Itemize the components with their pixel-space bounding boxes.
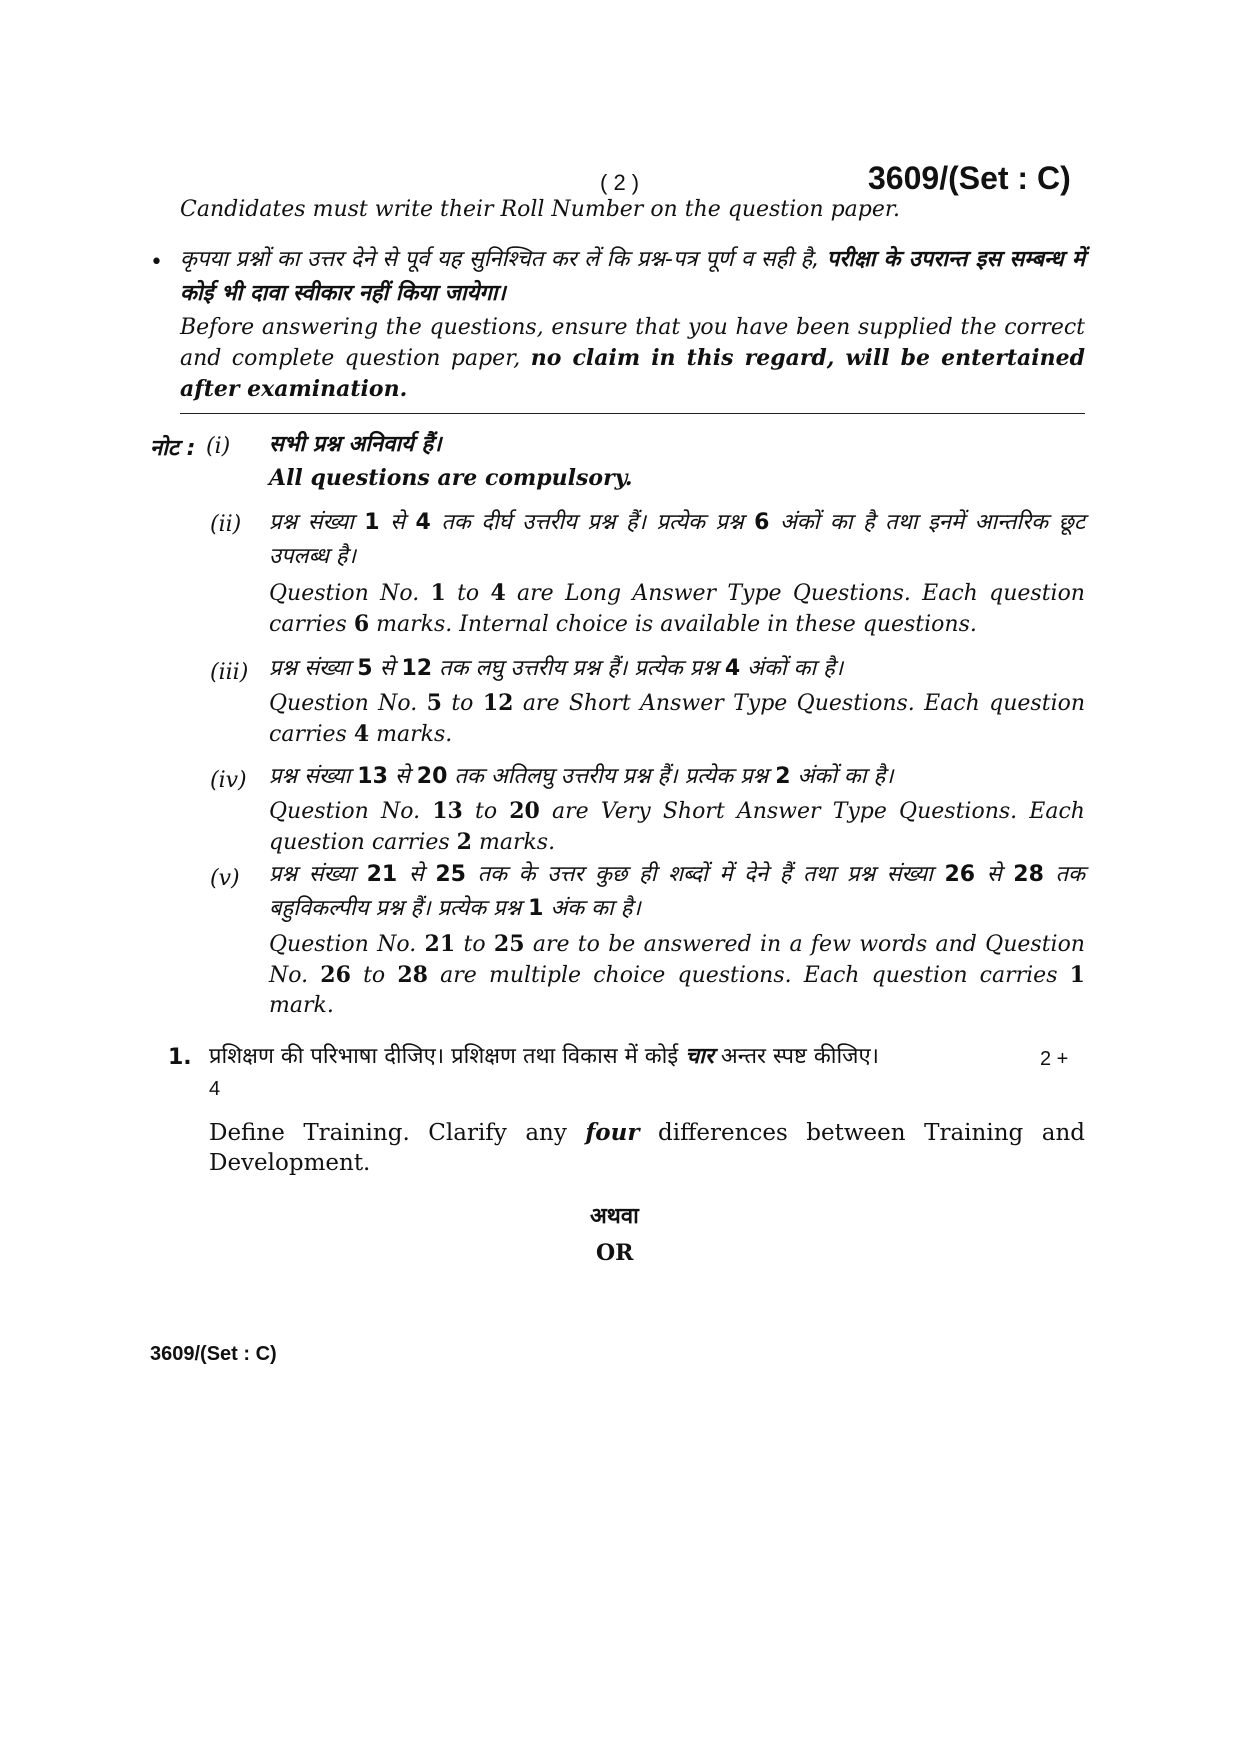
text-fragment: 20: [509, 798, 540, 824]
text-fragment: to: [475, 799, 498, 824]
note-v-hindi: [269, 858, 1085, 926]
text-fragment: प्रश्न संख्या: [269, 862, 355, 887]
page-number: ( 2 ): [600, 170, 640, 195]
text-fragment: 20: [416, 764, 448, 789]
question-1-hindi: [209, 1040, 1029, 1074]
text-fragment: Question No.: [269, 932, 417, 957]
text-fragment: प्रश्न संख्या: [269, 764, 351, 789]
text-fragment: 6: [353, 611, 370, 637]
text-fragment: marks.: [478, 830, 556, 855]
paper-check-hindi-bold: परीक्षा के उपरान्त इस सम्बन्ध में कोई भी दावा स्वीकार नहीं किया जायेगा।: [180, 247, 1085, 306]
text-fragment: 26: [944, 862, 976, 887]
paper-check-instruction-english: [180, 313, 1085, 405]
note-iv-hindi: [269, 760, 1085, 794]
text-fragment: to: [457, 581, 480, 606]
text-fragment: अन्तर स्पष्ट कीजिए।: [720, 1044, 879, 1069]
text-fragment: Question No.: [269, 581, 420, 606]
note-iii-hindi: [269, 652, 1085, 686]
text-fragment: तक लघु उत्तरीय प्रश्न हैं। प्रत्येक प्रश्न: [439, 656, 718, 681]
text-fragment: 12: [401, 656, 433, 681]
text-fragment: 1: [364, 510, 380, 535]
text-fragment: differences between Training and Development.: [209, 1120, 1086, 1176]
question-number: 1.: [168, 1045, 192, 1070]
text-fragment: 13: [357, 764, 388, 789]
text-fragment: are Long Answer Type Questions. Each question carries: [269, 581, 1085, 637]
text-fragment: 25: [493, 931, 525, 957]
note-i-english: All questions are compulsory.: [269, 465, 633, 491]
paper-code-footer: 3609/(Set : C): [150, 1343, 277, 1365]
text-fragment: से: [986, 862, 1002, 887]
paper-check-hindi-text: कृपया प्रश्नों का उत्तर देने से पूर्व यह सुनिश्चित कर लें कि प्रश्न-पत्र पूर्ण व सही है,: [180, 247, 820, 272]
text-fragment: 6: [754, 510, 770, 535]
paper-check-english-text: Before answering the questions, ensure that you have been supplied the correct and complete question paper,: [180, 315, 1085, 371]
text-fragment: 1: [1069, 962, 1085, 988]
note-i-hindi: सभी प्रश्न अनिवार्य हैं।: [269, 432, 442, 457]
text-fragment: are Very Short Answer Type Questions. Each question carries: [269, 799, 1085, 855]
text-fragment: तक अतिलघु उत्तरीय प्रश्न हैं। प्रत्येक प्रश्न: [454, 764, 769, 789]
text-fragment: four: [585, 1119, 640, 1146]
note-number: (v): [210, 866, 240, 891]
question-1-english: [209, 1118, 1085, 1178]
text-fragment: are multiple choice questions. Each question carries: [440, 963, 1058, 988]
text-fragment: to: [463, 932, 486, 957]
text-fragment: Question No.: [269, 799, 421, 824]
text-fragment: 5: [426, 690, 442, 716]
or-separator-english: OR: [596, 1240, 634, 1266]
text-fragment: 21: [366, 862, 398, 887]
note-label: नोट :: [150, 436, 196, 461]
text-fragment: are to be answered in a few words and Question No.: [269, 932, 1085, 988]
text-fragment: 1: [528, 896, 544, 921]
text-fragment: से: [394, 764, 410, 789]
text-fragment: तक दीर्घ उत्तरीय प्रश्न हैं। प्रत्येक प्रश्न: [441, 510, 744, 535]
divider-line: [180, 413, 1085, 414]
text-fragment: are Short Answer Type Questions. Each question carries: [269, 691, 1086, 747]
text-fragment: 5: [357, 656, 373, 681]
text-fragment: 25: [435, 862, 466, 887]
text-fragment: to: [451, 691, 474, 716]
text-fragment: 4: [415, 510, 431, 535]
text-fragment: 28: [397, 962, 428, 988]
text-fragment: 1: [430, 580, 446, 606]
text-fragment: से: [390, 510, 405, 535]
text-fragment: प्रशिक्षण की परिभाषा दीजिए। प्रशिक्षण तथा विकास में कोई: [209, 1044, 679, 1069]
note-number: (i): [206, 434, 231, 459]
text-fragment: चार: [685, 1044, 714, 1069]
bullet-marker: •: [150, 250, 163, 275]
text-fragment: 4: [490, 580, 506, 606]
text-fragment: Define Training. Clarify any: [209, 1120, 567, 1146]
question-1-marks: 2 +: [1040, 1048, 1069, 1070]
note-v-english: [269, 929, 1085, 1021]
text-fragment: तक के उत्तर कुछ ही शब्दों में देने हैं तथा प्रश्न संख्या: [477, 862, 933, 887]
text-fragment: 2: [775, 764, 791, 789]
text-fragment: 4: [353, 721, 370, 747]
text-fragment: 13: [432, 798, 463, 824]
text-fragment: 2: [456, 829, 472, 855]
text-fragment: 28: [1013, 862, 1044, 887]
text-fragment: mark.: [269, 993, 334, 1018]
text-fragment: 21: [424, 931, 456, 957]
text-fragment: से: [379, 656, 395, 681]
text-fragment: Question No.: [269, 691, 418, 716]
note-ii-english: [269, 578, 1085, 640]
text-fragment: अंक का है।: [550, 896, 641, 921]
paper-check-instruction-hindi: [180, 243, 1085, 311]
note-number: (iii): [210, 660, 249, 685]
text-fragment: से: [408, 862, 424, 887]
roll-number-instruction: Candidates must write their Roll Number on the question paper.: [180, 197, 900, 222]
paper-check-english-bold: no claim in this regard, will be entertained after examination.: [180, 345, 1085, 402]
paper-code-header: 3609/(Set : C): [868, 160, 1071, 196]
text-fragment: to: [363, 963, 386, 988]
text-fragment: प्रश्न संख्या: [269, 510, 354, 535]
note-number: (ii): [210, 512, 242, 537]
note-number: (iv): [210, 768, 247, 793]
text-fragment: 4: [724, 656, 741, 681]
text-fragment: अंकों का है।: [747, 656, 844, 681]
question-1-marks-continued: 4: [209, 1078, 221, 1100]
text-fragment: 26: [320, 962, 351, 988]
text-fragment: प्रश्न संख्या: [269, 656, 351, 681]
text-fragment: 12: [482, 690, 514, 716]
note-ii-hindi: [269, 506, 1085, 574]
text-fragment: अंकों का है।: [797, 764, 894, 789]
text-fragment: marks. Internal choice is available in these questions.: [376, 612, 977, 637]
text-fragment: marks.: [376, 722, 453, 747]
text-fragment: अंकों का है तथा इनमें आन्तरिक छूट उपलब्ध है।: [269, 510, 1086, 569]
text-fragment: तक बहुविकल्पीय प्रश्न हैं। प्रत्येक प्रश्न: [269, 862, 1085, 921]
note-iii-english: [269, 688, 1085, 750]
note-iv-english: [269, 796, 1085, 858]
or-separator-hindi: अथवा: [590, 1204, 639, 1229]
